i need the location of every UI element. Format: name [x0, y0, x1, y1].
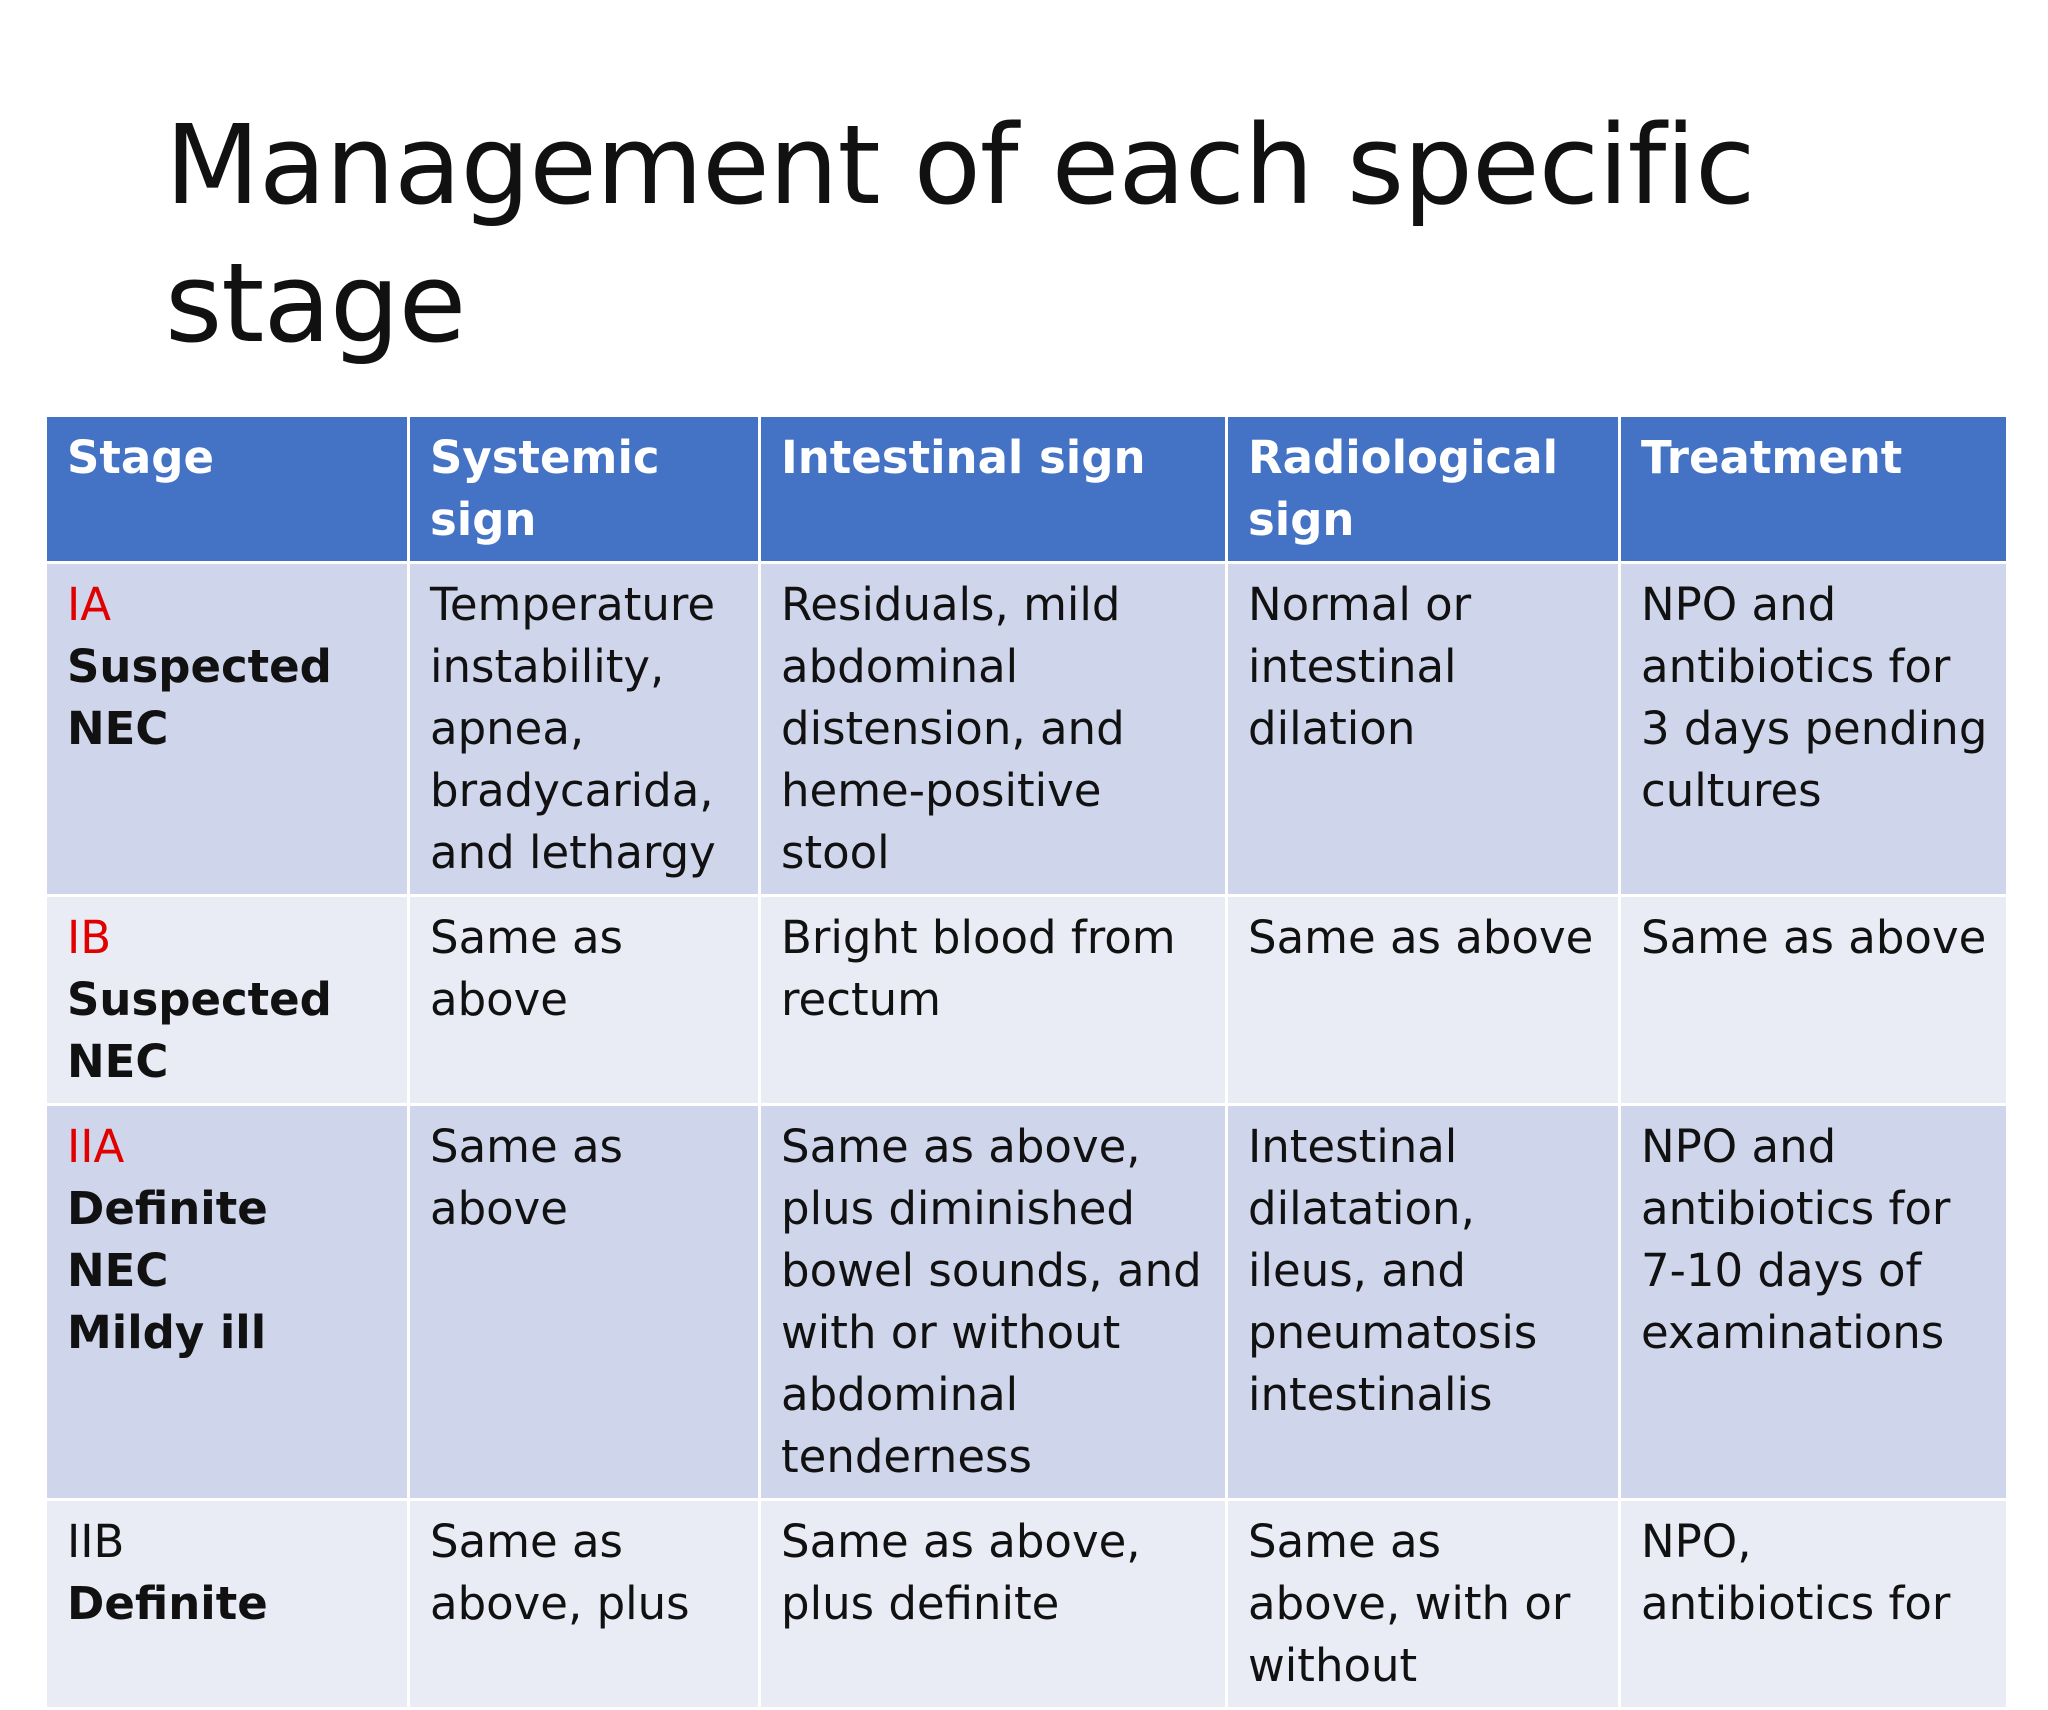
- slide-title: Management of each specific stage: [165, 101, 1755, 367]
- systemic-sign-cell: Same as above: [409, 1105, 760, 1500]
- stage-name-line: NEC: [67, 1244, 169, 1297]
- systemic-sign-cell: Same as above, plus: [409, 1500, 760, 1709]
- stage-name-line: Mildy ill: [67, 1306, 267, 1359]
- radiological-sign-cell: Intestinal dilatation, ileus, and pneumatosis intestinalis: [1227, 1105, 1620, 1500]
- table-row: [46, 1500, 2008, 1709]
- stage-code: IIA: [67, 1120, 125, 1173]
- stage-name: Suspected NEC: [67, 973, 332, 1088]
- stage-name: Suspected NEC: [67, 640, 332, 755]
- intestinal-sign-cell: Bright blood from rectum: [760, 896, 1227, 1105]
- treatment-cell: Same as above: [1620, 896, 2008, 1105]
- stage-code: IB: [67, 911, 112, 964]
- systemic-sign-cell: Same as above: [409, 896, 760, 1105]
- stage-name-line: Definite: [67, 1577, 268, 1630]
- intestinal-sign-cell: Same as above, plus diminished bowel sounds, and with or without abdominal tenderness: [760, 1105, 1227, 1500]
- systemic-sign-cell: Temperature instability, apnea, bradycarida, and lethargy: [409, 563, 760, 896]
- intestinal-sign-cell: Residuals, mild abdominal distension, and heme-positive stool: [760, 563, 1227, 896]
- table-body: [46, 563, 2008, 1709]
- table-row: [46, 563, 2008, 896]
- stage-cell: [46, 1500, 409, 1709]
- treatment-cell: NPO, antibiotics for: [1620, 1500, 2008, 1709]
- header-systemic-sign: Systemic sign: [409, 416, 760, 563]
- radiological-sign-cell: Same as above: [1227, 896, 1620, 1105]
- stage-cell: [46, 563, 409, 896]
- header-treatment: Treatment: [1620, 416, 2008, 563]
- nec-management-table: [44, 414, 2009, 1710]
- radiological-sign-cell: Normal or intestinal dilation: [1227, 563, 1620, 896]
- header-stage: Stage: [46, 416, 409, 563]
- stage-name-line: Definite: [67, 1182, 268, 1235]
- header-row: [46, 416, 2008, 563]
- header-intestinal-sign: Intestinal sign: [760, 416, 1227, 563]
- stage-cell: [46, 1105, 409, 1500]
- treatment-cell: NPO and antibiotics for 7-10 days of examinations: [1620, 1105, 2008, 1500]
- treatment-cell: NPO and antibiotics for 3 days pending cultures: [1620, 563, 2008, 896]
- table-row: [46, 896, 2008, 1105]
- header-radiological-sign: Radiological sign: [1227, 416, 1620, 563]
- stage-code: IA: [67, 578, 112, 631]
- stage-cell: [46, 896, 409, 1105]
- stage-code: IIB: [67, 1515, 125, 1568]
- table-header: [46, 416, 2008, 563]
- table-row: [46, 1105, 2008, 1500]
- intestinal-sign-cell: Same as above, plus definite: [760, 1500, 1227, 1709]
- radiological-sign-cell: Same as above, with or without: [1227, 1500, 1620, 1709]
